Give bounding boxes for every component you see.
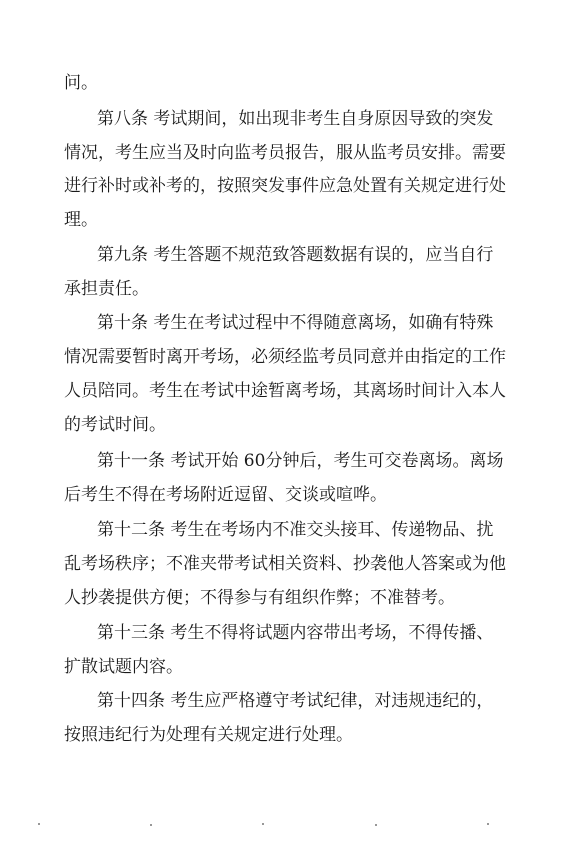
text-line: 乱考场秩序；不准夹带考试相关资料、抄袭他人答案或为他 bbox=[64, 554, 506, 574]
text-line: 承担责任。 bbox=[64, 279, 149, 299]
text-line: 的考试时间。 bbox=[64, 415, 166, 435]
text-line: 第十一条 考试开始 60分钟后，考生可交卷离场。离场 bbox=[97, 451, 504, 471]
text-line: 第八条 考试期间，如出现非考生自身原因导致的突发 bbox=[97, 109, 494, 129]
text-line: 进行补时或补考的，按照突发事件应急处置有关规定进行处 bbox=[64, 176, 506, 196]
scan-speck bbox=[262, 823, 264, 825]
text-line: 第十条 考生在考试过程中不得随意离场，如确有特殊 bbox=[97, 313, 494, 333]
text-line: 情况需要暂时离开考场，必须经监考员同意并由指定的工作 bbox=[64, 347, 506, 367]
text-line: 第十三条 考生不得将试题内容带出考场，不得传播、 bbox=[97, 623, 494, 643]
scan-speck bbox=[487, 823, 489, 825]
text-line: 第十二条 考生在考场内不准交头接耳、传递物品、扰 bbox=[97, 520, 494, 540]
text-line: 第九条 考生答题不规范致答题数据有误的，应当自行 bbox=[97, 245, 494, 265]
text-line: 后考生不得在考场附近逗留、交谈或喧哗。 bbox=[64, 485, 387, 505]
text-line: 人抄袭提供方便；不得参与有组织作弊；不准替考。 bbox=[64, 588, 455, 608]
scan-speck bbox=[375, 824, 377, 826]
text-line: 人员陪同。考生在考试中途暂离考场，其离场时间计入本人 bbox=[64, 381, 506, 401]
text-line: 按照违纪行为处理有关规定进行处理。 bbox=[64, 725, 353, 745]
text-line: 理。 bbox=[64, 210, 98, 230]
text-line: 问。 bbox=[64, 73, 98, 93]
text-line: 扩散试题内容。 bbox=[64, 657, 183, 677]
text-line: 情况，考生应当及时向监考员报告，服从监考员安排。需要 bbox=[64, 143, 506, 163]
text-line: 第十四条 考生应严格遵守考试纪律，对违规违纪的， bbox=[97, 691, 494, 711]
scan-speck bbox=[150, 824, 152, 826]
scan-speck bbox=[38, 823, 40, 825]
